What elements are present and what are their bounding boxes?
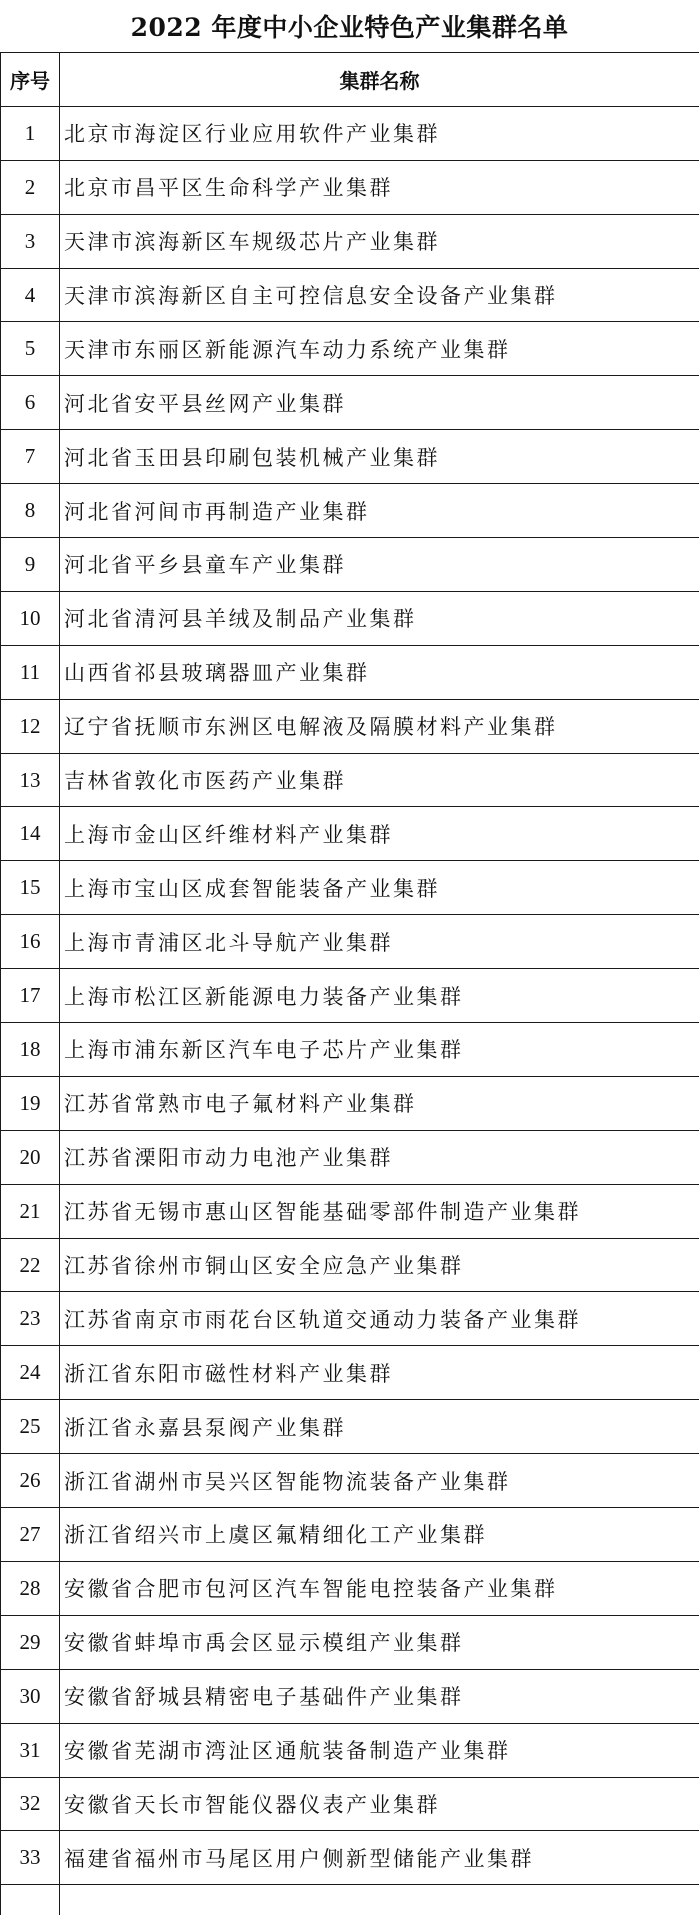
- row-number: 9: [1, 538, 60, 592]
- cluster-name: 上海市浦东新区汽车电子芯片产业集群: [60, 1023, 699, 1077]
- cluster-name: 江苏省无锡市惠山区智能基础零部件制造产业集群: [60, 1184, 699, 1238]
- row-number: 32: [1, 1777, 60, 1831]
- table-row: [1, 1076, 699, 1130]
- row-number: 29: [1, 1615, 60, 1669]
- cluster-name: 上海市青浦区北斗导航产业集群: [60, 915, 699, 969]
- cluster-name-cutoff: [60, 1885, 699, 1915]
- cluster-table: [0, 52, 699, 1915]
- cluster-name: 江苏省南京市雨花台区轨道交通动力装备产业集群: [60, 1292, 699, 1346]
- row-number: 15: [1, 861, 60, 915]
- cluster-name: 天津市滨海新区车规级芯片产业集群: [60, 214, 699, 268]
- cluster-name: 江苏省溧阳市动力电池产业集群: [60, 1130, 699, 1184]
- cluster-name: 江苏省徐州市铜山区安全应急产业集群: [60, 1238, 699, 1292]
- row-number: 19: [1, 1076, 60, 1130]
- column-header-name: 集群名称: [60, 53, 699, 107]
- table-row: [1, 1777, 699, 1831]
- cluster-name: 江苏省常熟市电子氟材料产业集群: [60, 1076, 699, 1130]
- cluster-name: 河北省安平县丝网产业集群: [60, 376, 699, 430]
- column-header-seq: 序号: [1, 53, 60, 107]
- table-row: [1, 1130, 699, 1184]
- row-number: 8: [1, 484, 60, 538]
- cluster-name: 北京市海淀区行业应用软件产业集群: [60, 106, 699, 160]
- table-row: [1, 484, 699, 538]
- cluster-name: 北京市昌平区生命科学产业集群: [60, 160, 699, 214]
- row-number: 24: [1, 1346, 60, 1400]
- cluster-name: 天津市滨海新区自主可控信息安全设备产业集群: [60, 268, 699, 322]
- table-row: [1, 214, 699, 268]
- row-number: 28: [1, 1561, 60, 1615]
- table-row: [1, 969, 699, 1023]
- table-row: [1, 1454, 699, 1508]
- cluster-name: 天津市东丽区新能源汽车动力系统产业集群: [60, 322, 699, 376]
- cluster-name: 安徽省合肥市包河区汽车智能电控装备产业集群: [60, 1561, 699, 1615]
- cluster-name: 浙江省东阳市磁性材料产业集群: [60, 1346, 699, 1400]
- table-row: [1, 268, 699, 322]
- table-row: [1, 699, 699, 753]
- table-row: [1, 1831, 699, 1885]
- cluster-name: 安徽省舒城县精密电子基础件产业集群: [60, 1669, 699, 1723]
- cluster-name: 上海市松江区新能源电力装备产业集群: [60, 969, 699, 1023]
- table-row: [1, 1400, 699, 1454]
- table-row: [1, 591, 699, 645]
- cluster-name: 辽宁省抚顺市东洲区电解液及隔膜材料产业集群: [60, 699, 699, 753]
- row-number: 20: [1, 1130, 60, 1184]
- row-number: 6: [1, 376, 60, 430]
- row-number: 27: [1, 1508, 60, 1562]
- table-row-cutoff: [1, 1885, 699, 1915]
- cluster-name: 上海市宝山区成套智能装备产业集群: [60, 861, 699, 915]
- cluster-name: 吉林省敦化市医药产业集群: [60, 753, 699, 807]
- row-number: 16: [1, 915, 60, 969]
- table-row: [1, 807, 699, 861]
- row-number: 4: [1, 268, 60, 322]
- row-number: 33: [1, 1831, 60, 1885]
- page-title: 2022 年度中小企业特色产业集群名单: [130, 13, 569, 42]
- row-number-cutoff: [1, 1885, 60, 1915]
- row-number: 12: [1, 699, 60, 753]
- table-row: [1, 160, 699, 214]
- row-number: 13: [1, 753, 60, 807]
- table-row: [1, 1184, 699, 1238]
- cluster-name: 安徽省芜湖市湾沚区通航装备制造产业集群: [60, 1723, 699, 1777]
- table-row: [1, 753, 699, 807]
- row-number: 1: [1, 106, 60, 160]
- table-row: [1, 376, 699, 430]
- row-number: 30: [1, 1669, 60, 1723]
- cluster-name: 河北省平乡县童车产业集群: [60, 538, 699, 592]
- table-row: [1, 1023, 699, 1077]
- cluster-name: 浙江省永嘉县泵阀产业集群: [60, 1400, 699, 1454]
- table-row: [1, 861, 699, 915]
- table-row: [1, 1508, 699, 1562]
- row-number: 31: [1, 1723, 60, 1777]
- row-number: 2: [1, 160, 60, 214]
- row-number: 18: [1, 1023, 60, 1077]
- cluster-name: 安徽省天长市智能仪器仪表产业集群: [60, 1777, 699, 1831]
- row-number: 25: [1, 1400, 60, 1454]
- row-number: 10: [1, 591, 60, 645]
- table-row: [1, 1238, 699, 1292]
- row-number: 11: [1, 645, 60, 699]
- table-row: [1, 1615, 699, 1669]
- table-row: [1, 322, 699, 376]
- row-number: 5: [1, 322, 60, 376]
- cluster-name: 浙江省绍兴市上虞区氟精细化工产业集群: [60, 1508, 699, 1562]
- cluster-name: 河北省清河县羊绒及制品产业集群: [60, 591, 699, 645]
- row-number: 3: [1, 214, 60, 268]
- cluster-name: 福建省福州市马尾区用户侧新型储能产业集群: [60, 1831, 699, 1885]
- row-number: 17: [1, 969, 60, 1023]
- cluster-name: 安徽省蚌埠市禹会区显示模组产业集群: [60, 1615, 699, 1669]
- table-body: [1, 106, 699, 1914]
- table-row: [1, 1346, 699, 1400]
- row-number: 22: [1, 1238, 60, 1292]
- row-number: 21: [1, 1184, 60, 1238]
- table-row: [1, 1669, 699, 1723]
- table-row: [1, 1292, 699, 1346]
- row-number: 14: [1, 807, 60, 861]
- cluster-name: 河北省河间市再制造产业集群: [60, 484, 699, 538]
- table-row: [1, 1561, 699, 1615]
- row-number: 26: [1, 1454, 60, 1508]
- cluster-name: 山西省祁县玻璃器皿产业集群: [60, 645, 699, 699]
- cluster-name: 上海市金山区纤维材料产业集群: [60, 807, 699, 861]
- table-row: [1, 106, 699, 160]
- cluster-name: 浙江省湖州市吴兴区智能物流装备产业集群: [60, 1454, 699, 1508]
- table-row: [1, 538, 699, 592]
- table-row: [1, 915, 699, 969]
- table-header-row: [1, 53, 699, 107]
- table-row: [1, 1723, 699, 1777]
- table-row: [1, 645, 699, 699]
- row-number: 7: [1, 430, 60, 484]
- table-row: [1, 430, 699, 484]
- row-number: 23: [1, 1292, 60, 1346]
- cluster-name: 河北省玉田县印刷包装机械产业集群: [60, 430, 699, 484]
